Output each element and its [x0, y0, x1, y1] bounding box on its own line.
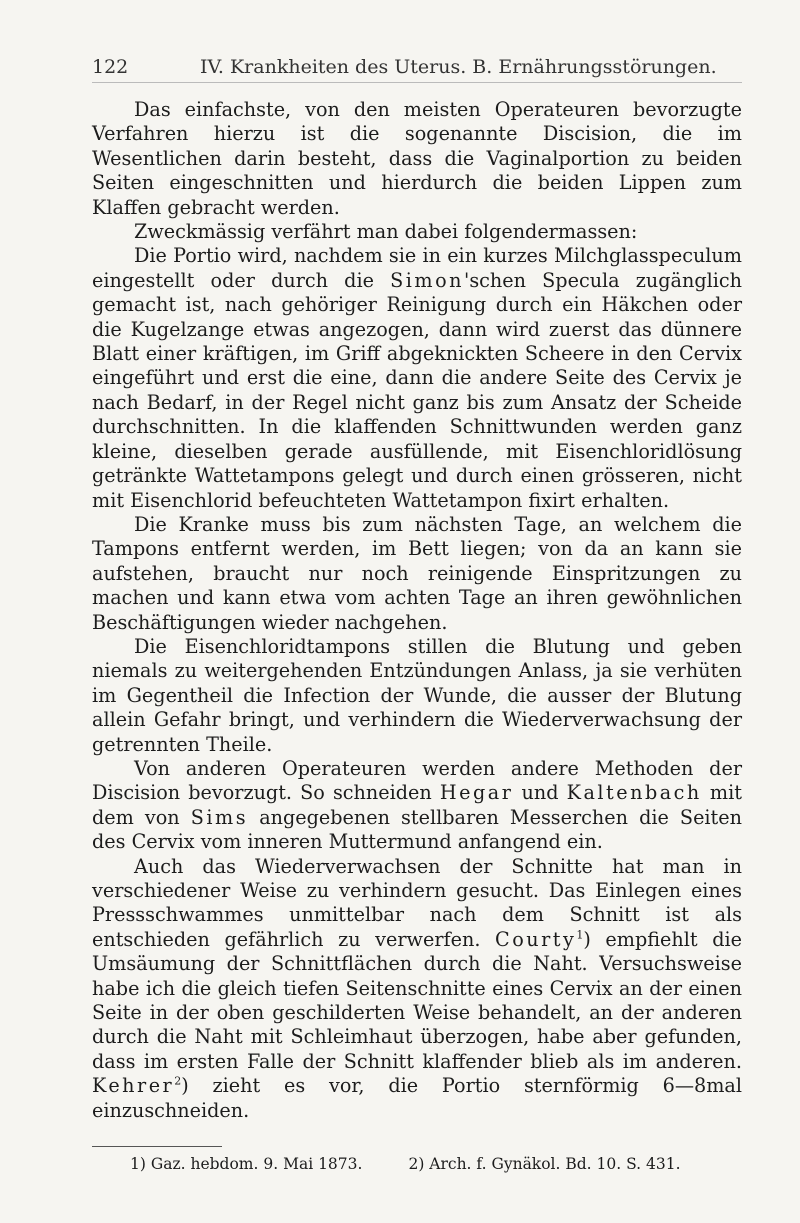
body-text — [92, 98, 742, 1123]
author-name: Kehrer — [92, 1074, 175, 1098]
paragraph: Zweckmässig verfährt man dabei folgendermassen: — [134, 220, 638, 244]
footnote-ref: 1 — [576, 928, 584, 942]
footnote-1: 1) Gaz. hebdom. 9. Mai 1873. — [130, 1155, 363, 1173]
paragraph: Von anderen Operateuren werden andere Methoden der Discision bevorzugt. So schneiden Hegar und Kaltenbach mit dem von Sims angegebenen stellbaren Messerchen die Seiten des Cervix vom inneren Muttermund anfangend ein. — [92, 756, 742, 854]
paragraph: Die Portio wird, nachdem sie in ein kurzes Milchglasspeculum eingestellt oder durch die Simon'schen Specula zugänglich gemacht ist, nach gehöriger Reinigung durch ein Häkchen oder die Kugelzange etwas angezogen, dann wird zuerst das dünnere Blatt einer kräftigen, im Griff abgeknickten Scheere in den Cervix eingeführt und erst die eine, dann die andere Seite des Cervix je nach Bedarf, in der Regel nicht ganz bis zum Ansatz der Scheide durchschnitten. In die klaffenden Schnittwunden werden ganz kleine, dieselben gerade ausfüllende, mit Eisenchloridlösung getränkte Wattetampons gelegt und durch einen grösseren, nicht mit Eisenchlorid befeuchteten Wattetampon fixirt erhalten. — [92, 244, 743, 512]
footnote-2: 2) Arch. f. Gynäkol. Bd. 10. S. 431. — [408, 1155, 681, 1173]
page-number: 122 — [92, 56, 129, 78]
running-title: IV. Krankheiten des Uterus. B. Ernährungsstörungen. — [200, 56, 717, 78]
footnotes — [130, 1154, 730, 1174]
author-name: Sims — [190, 805, 249, 829]
paragraph: Auch das Wiederverwachsen der Schnitte hat man in verschiedener Weise zu verhindern gesucht. Das Einlegen eines Pressschwammes unmittelbar nach dem Schnitt ist als entschieden gefährlich zu verwerfen. Courty$^1$) empfiehlt die Umsäumung der Schnittflächen durch die Naht. Versuchsweise habe ich die gleich tiefen Seitenschnitte eines Cervix an der einen Seite in der oben geschilderten Weise behandelt, an der anderen durch die Naht mit Schleimhaut überzogen, habe aber gefunden, dass im ersten Falle der Schnitt klaffender blieb als im anderen. Kehrer$^2$) zieht es vor, die Portio sternförmig 6—8mal einzuschneiden. — [92, 854, 742, 1122]
footnote-ref: 2 — [174, 1074, 182, 1088]
author-name: Kaltenbach — [566, 781, 702, 805]
author-name: Simon — [390, 268, 465, 292]
header-rule — [92, 82, 742, 83]
author-name: Hegar — [439, 781, 514, 805]
paragraph: Die Kranke muss bis zum nächsten Tage, an welchem die Tampons entfernt werden, im Bett liegen; von da an kann sie aufstehen, braucht nur noch reinigende Einspritzungen zu machen und kann etwa vom achten Tage an ihren gewöhnlichen Beschäftigungen wieder nachgehen. — [92, 512, 742, 634]
footnote-rule — [92, 1146, 222, 1147]
paragraph: Die Eisenchloridtampons stillen die Blutung und geben niemals zu weitergehenden Entzündungen Anlass, ja sie verhüten im Gegentheil die Infection der Wunde, die ausser der Blutung allein Gefahr bringt, und verhindern die Wiederverwachsung der getrennten Theile. — [92, 634, 742, 756]
paragraph: Das einfachste, von den meisten Operateuren bevorzugte Verfahren hierzu ist die sogenannte Discision, die im Wesentlichen darin besteht, dass die Vaginalportion zu beiden Seiten eingeschnitten und hierdurch die beiden Lippen zum Klaffen gebracht werden. — [92, 98, 742, 219]
author-name: Courty — [495, 927, 577, 951]
